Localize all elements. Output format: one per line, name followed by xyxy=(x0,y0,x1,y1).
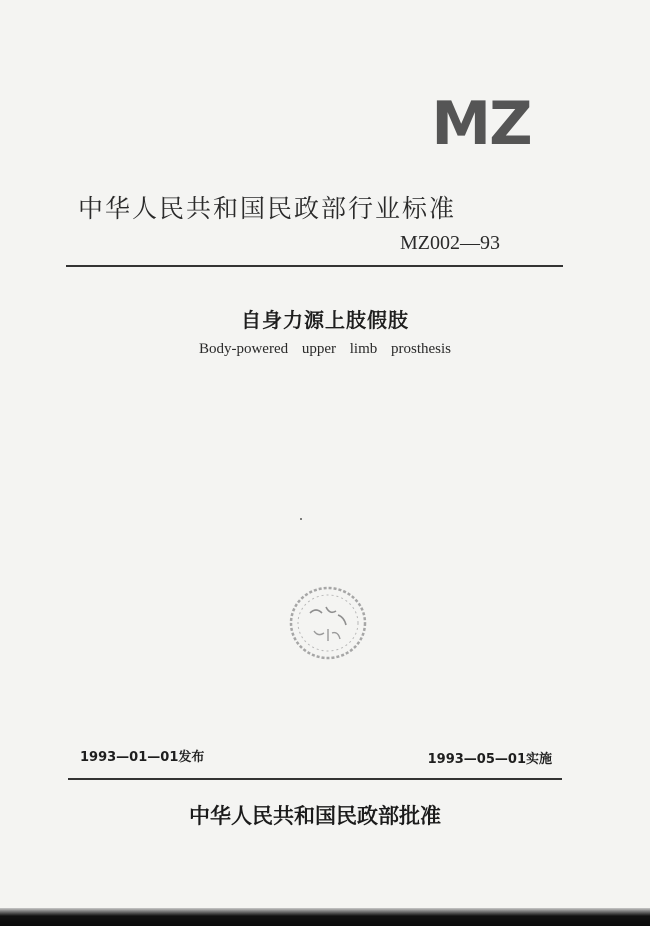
implementation-date: 1993—05—01实施 xyxy=(427,752,552,767)
title-chinese: 自身力源上肢假肢 xyxy=(241,308,409,332)
mz-logo-text: MZ xyxy=(431,89,531,159)
scan-edge-band xyxy=(0,908,650,926)
issuing-authority: 中华人民共和国民政部行业标准 xyxy=(78,194,457,223)
bottom-divider xyxy=(68,778,562,780)
issue-date: 1993—01—01发布 xyxy=(80,750,205,765)
seal-stamp-icon xyxy=(288,585,368,661)
speck xyxy=(300,518,302,520)
title-english: Body-powered upper limb prosthesis xyxy=(198,341,452,357)
mz-logo xyxy=(424,89,538,159)
approval-authority: 中华人民共和国民政部批准 xyxy=(189,803,441,828)
top-divider xyxy=(66,265,563,267)
standard-code: MZ002—93 xyxy=(400,232,500,254)
